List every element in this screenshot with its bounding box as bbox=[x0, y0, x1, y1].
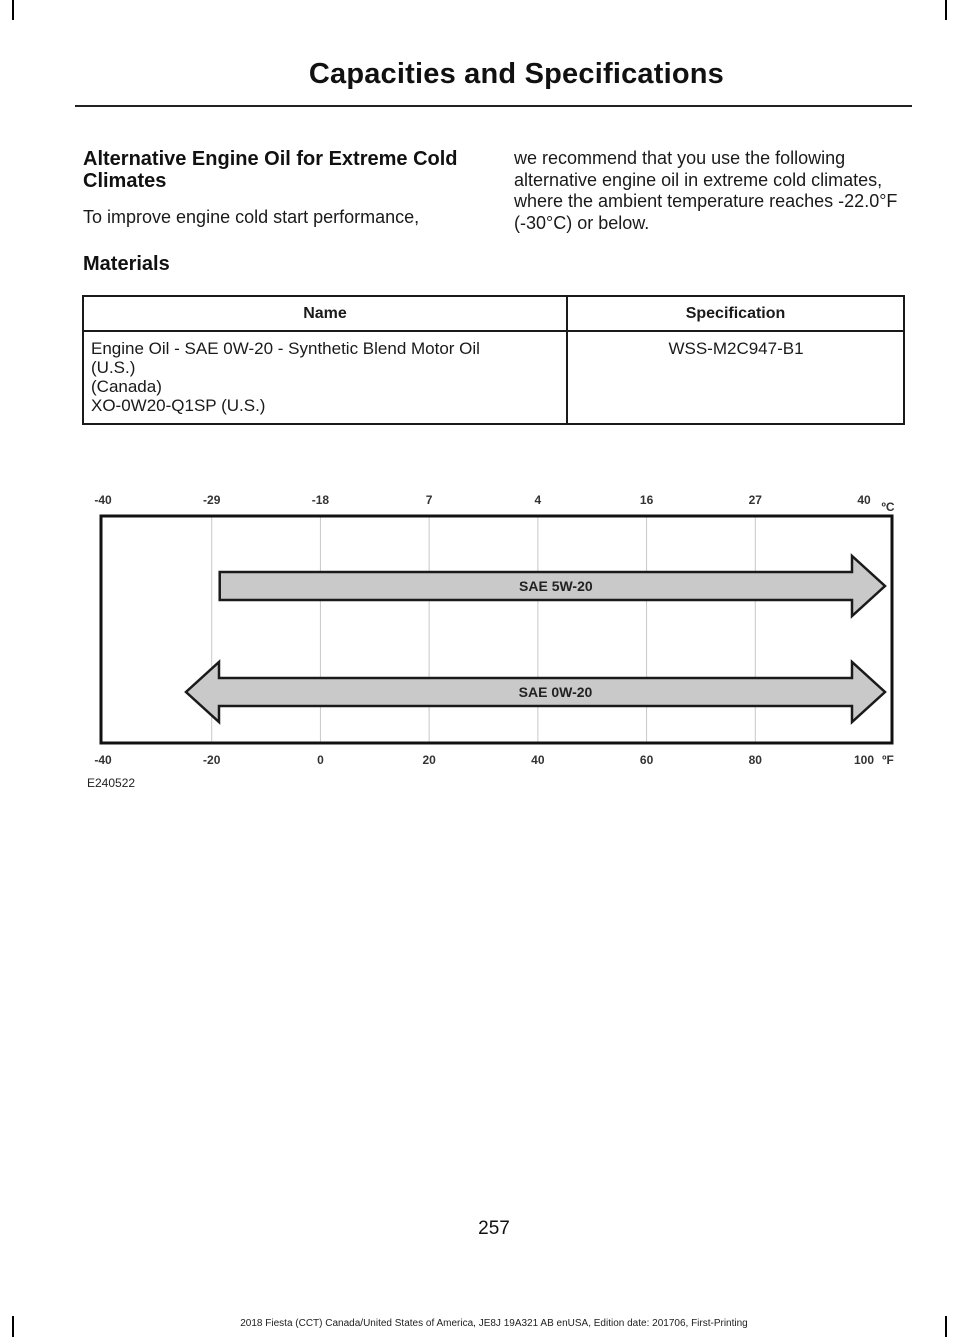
fahrenheit-tick-label: 40 bbox=[531, 753, 545, 767]
crop-mark bbox=[12, 0, 14, 20]
column-header-specification: Specification bbox=[567, 296, 904, 331]
section-heading: Alternative Engine Oil for Extreme Cold Climates bbox=[83, 148, 458, 192]
fahrenheit-tick-label: 0 bbox=[317, 753, 324, 767]
celsius-tick-label: -18 bbox=[311, 493, 330, 507]
celsius-tick-label: 7 bbox=[425, 493, 433, 507]
title-divider bbox=[75, 105, 912, 107]
column-header-name: Name bbox=[83, 296, 567, 331]
fahrenheit-tick-label: -20 bbox=[203, 753, 221, 767]
celsius-tick-label: -29 bbox=[203, 493, 221, 507]
celsius-tick-label: 40 bbox=[857, 493, 871, 507]
material-specification-cell: WSS-M2C947-B1 bbox=[567, 331, 904, 424]
material-name-line: Engine Oil - SAE 0W-20 - Synthetic Blend Motor Oil bbox=[91, 339, 480, 358]
material-name-line: XO-0W20-Q1SP (U.S.) bbox=[91, 396, 266, 415]
crop-mark bbox=[945, 0, 947, 20]
fahrenheit-tick-label: -40 bbox=[94, 753, 112, 767]
fahrenheit-tick-label: 60 bbox=[639, 753, 654, 767]
celsius-tick-label: 27 bbox=[748, 493, 762, 507]
materials-heading: Materials bbox=[83, 253, 170, 275]
figure-id-label: E240522 bbox=[87, 776, 136, 790]
intro-text-right: we recommend that you use the following alternative engine oil in extreme cold climates, where the ambient temperature reaches -22.0°F (-30°C) or below. bbox=[514, 148, 898, 233]
celsius-tick-label: 16 bbox=[639, 493, 654, 507]
page-title: Capacities and Specifications bbox=[308, 58, 724, 90]
page-number: 257 bbox=[478, 1218, 510, 1239]
table-row bbox=[83, 331, 904, 424]
materials-table bbox=[82, 295, 905, 425]
table-header-row bbox=[83, 296, 904, 331]
fahrenheit-tick-label: 20 bbox=[422, 753, 436, 767]
fahrenheit-tick-label: 100 bbox=[853, 753, 875, 767]
range-arrow-label: SAE 5W-20 bbox=[519, 578, 593, 594]
footer-edition-note: 2018 Fiesta (CCT) Canada/United States of America, JE8J 19A321 AB enUSA, Edition date: 201706, First-Printing bbox=[240, 1318, 748, 1329]
celsius-tick-label: -40 bbox=[94, 493, 112, 507]
intro-text-left: To improve engine cold start performance, bbox=[83, 207, 420, 227]
material-name-line: (U.S.) bbox=[91, 358, 136, 377]
celsius-unit-label: ºC bbox=[881, 500, 895, 514]
material-name-cell bbox=[83, 331, 567, 424]
fahrenheit-unit-label: ºF bbox=[882, 753, 894, 767]
fahrenheit-tick-label: 80 bbox=[748, 753, 762, 767]
celsius-tick-label: 4 bbox=[534, 493, 542, 507]
oil-temperature-chart bbox=[0, 470, 960, 800]
material-name-line: (Canada) bbox=[91, 377, 162, 396]
range-arrow-label: SAE 0W-20 bbox=[518, 684, 593, 700]
